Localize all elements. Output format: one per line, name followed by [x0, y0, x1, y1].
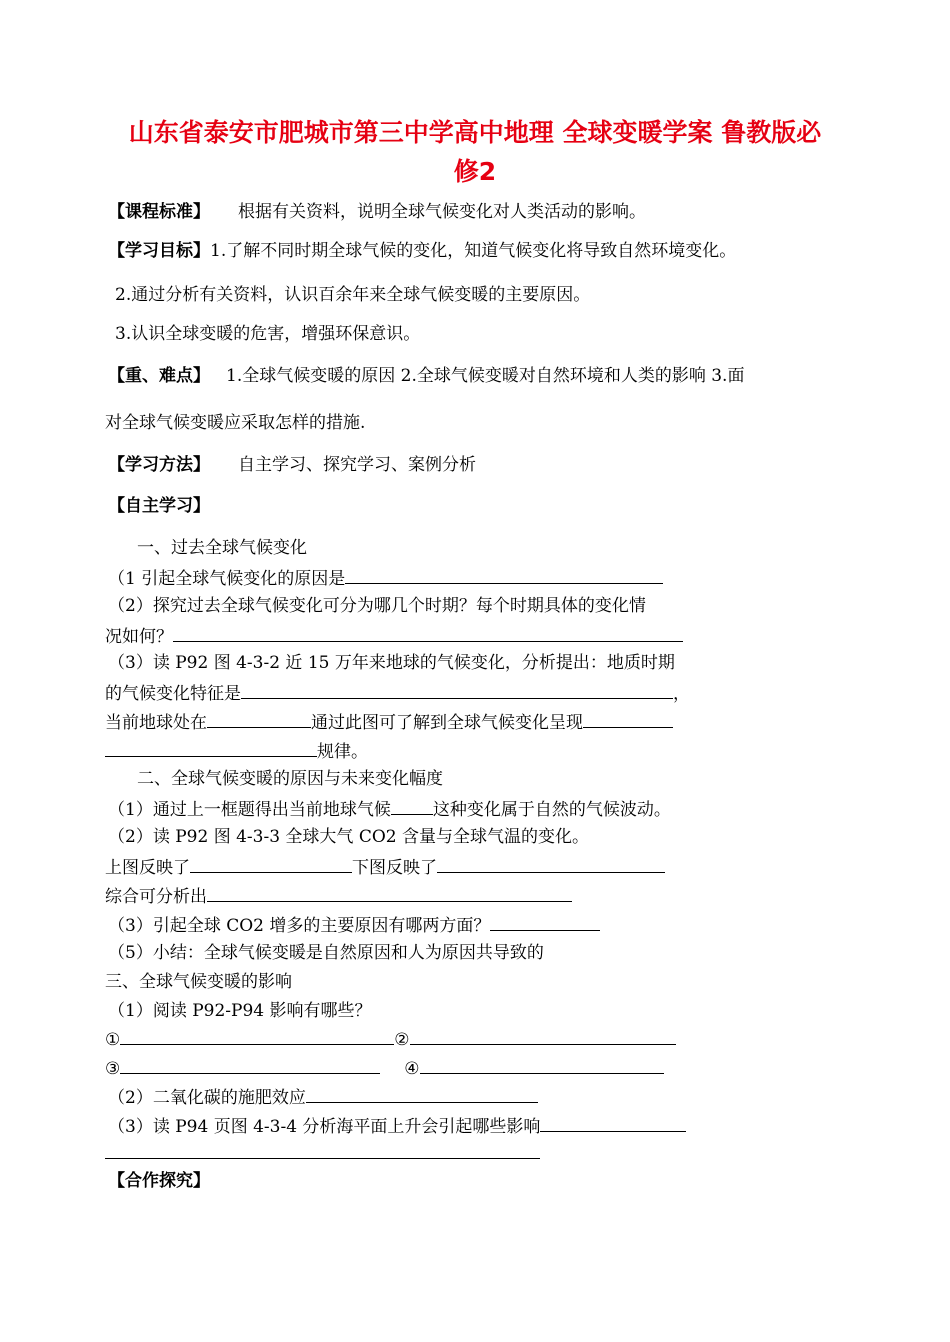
- method-row: [108, 454, 476, 476]
- course-standard-row: [108, 201, 646, 223]
- answer-blank[interactable]: [420, 1056, 664, 1074]
- question-2-2: （2）读 P92 图 4-3-3 全球大气 CO2 含量与全球气温的变化。: [108, 827, 590, 847]
- question-1-3c-text2: 通过此图可了解到全球气候变化呈现: [311, 713, 583, 733]
- learning-goals-label: 【学习目标】: [108, 241, 210, 261]
- self-study-label: 【自主学习】: [108, 496, 210, 516]
- answer-line[interactable]: [105, 1158, 540, 1159]
- learning-goals-row: [108, 240, 736, 262]
- lower-chart-text: 下图反映了: [352, 858, 437, 878]
- question-3-1: （1）阅读 P92-P94 影响有哪些？: [108, 1001, 372, 1021]
- question-2-3: [108, 913, 600, 937]
- answer-blank[interactable]: [540, 1114, 686, 1132]
- question-1-3c-text1: 当前地球处在: [105, 713, 207, 733]
- answer-blank[interactable]: [391, 797, 433, 815]
- question-1-1: [108, 566, 663, 590]
- answer-blank[interactable]: [345, 566, 663, 584]
- question-1-2a: （2）探究过去全球气候变化可分为哪几个时期？每个时期具体的变化情: [108, 596, 646, 616]
- learning-goal-1: 1.了解不同时期全球气候的变化，知道气候变化将导致自然环境变化。: [210, 241, 737, 261]
- section-2-title: 二、全球气候变暖的原因与未来变化幅度: [137, 769, 443, 789]
- section-1-title: 一、过去全球气候变化: [137, 538, 307, 558]
- title-line-2: 修2: [453, 157, 497, 186]
- question-3-2-text: （2）二氧化碳的施肥效应: [108, 1088, 306, 1108]
- impact-row-1: [105, 1027, 676, 1051]
- question-3-3-text: （3）读 P94 页图 4-3-4 分析海平面上升会引起哪些影响: [108, 1117, 541, 1137]
- answer-blank[interactable]: [437, 855, 665, 873]
- key-points-text-2: 对全球气候变暖应采取怎样的措施.: [105, 413, 366, 433]
- question-1-3a: （3）读 P92 图 4-3-2 近 15 万年来地球的气候变化，分析提出：地质时期: [108, 653, 675, 673]
- answer-blank[interactable]: [207, 710, 311, 728]
- answer-blank[interactable]: [583, 710, 673, 728]
- answer-blank[interactable]: [241, 681, 673, 699]
- question-1-2b: [105, 624, 683, 648]
- summary-text: 综合可分析出: [105, 887, 207, 907]
- answer-blank[interactable]: [105, 739, 317, 757]
- question-2-2-upper: [105, 855, 665, 879]
- key-points-row: [108, 365, 744, 387]
- key-points-label: 【重、难点】: [108, 366, 210, 386]
- answer-blank[interactable]: [306, 1085, 538, 1103]
- upper-chart-text: 上图反映了: [105, 858, 190, 878]
- question-2-5: （5）小结：全球气候变暖是自然原因和人为原因共导致的: [108, 943, 544, 963]
- circled-1: ①: [105, 1030, 121, 1050]
- answer-blank[interactable]: [490, 913, 600, 931]
- method-text: 自主学习、探究学习、案例分析: [238, 455, 476, 475]
- answer-blank[interactable]: [120, 1027, 394, 1045]
- learning-goal-3: 3.认识全球变暖的危害，增强环保意识。: [115, 324, 421, 344]
- impact-row-2: [105, 1056, 664, 1080]
- answer-blank[interactable]: [120, 1056, 380, 1074]
- question-1-3b: [105, 681, 690, 705]
- question-2-1-text2: 这种变化属于自然的气候波动。: [432, 800, 671, 820]
- question-1-3b-text: 的气候变化特征是: [105, 684, 241, 704]
- question-2-2-summary: [105, 884, 572, 908]
- circled-4: ④: [404, 1059, 420, 1079]
- question-1-1-text: （1 引起全球气候变化的原因是: [108, 569, 346, 589]
- answer-blank[interactable]: [410, 1027, 676, 1045]
- section-3-title: 三、全球气候变暖的影响: [105, 972, 292, 992]
- circled-3: ③: [105, 1059, 121, 1079]
- title-line-1: 山东省泰安市肥城市第三中学高中地理 全球变暖学案 鲁教版必: [128, 118, 822, 147]
- course-standard-text: 根据有关资料，说明全球气候变化对人类活动的影响。: [238, 202, 646, 222]
- question-1-3d: [105, 739, 368, 763]
- question-1-2b-text: 况如何？: [105, 627, 173, 647]
- answer-blank[interactable]: [207, 884, 572, 902]
- learning-goal-2: 2.通过分析有关资料，认识百余年来全球气候变暖的主要原因。: [115, 285, 591, 305]
- comma: ，: [673, 684, 690, 704]
- course-standard-label: 【课程标准】: [108, 202, 210, 222]
- question-2-1: [108, 797, 671, 821]
- key-points-text-1: 1.全球气候变暖的原因 2.全球气候变暖对自然环境和人类的影响 3.面: [226, 366, 745, 386]
- cooperative-label: 【合作探究】: [108, 1171, 210, 1191]
- question-3-2: [108, 1085, 538, 1109]
- question-1-3d-text: 规律。: [317, 742, 368, 762]
- question-1-3c: [105, 710, 673, 734]
- circled-2: ②: [394, 1030, 410, 1050]
- answer-blank[interactable]: [173, 624, 683, 642]
- question-2-1-text1: （1）通过上一框题得出当前地球气候: [108, 800, 391, 820]
- answer-blank[interactable]: [190, 855, 352, 873]
- question-3-3: [108, 1114, 686, 1138]
- method-label: 【学习方法】: [108, 455, 210, 475]
- question-2-3-text: （3）引起全球 CO2 增多的主要原因有哪两方面？: [108, 916, 491, 936]
